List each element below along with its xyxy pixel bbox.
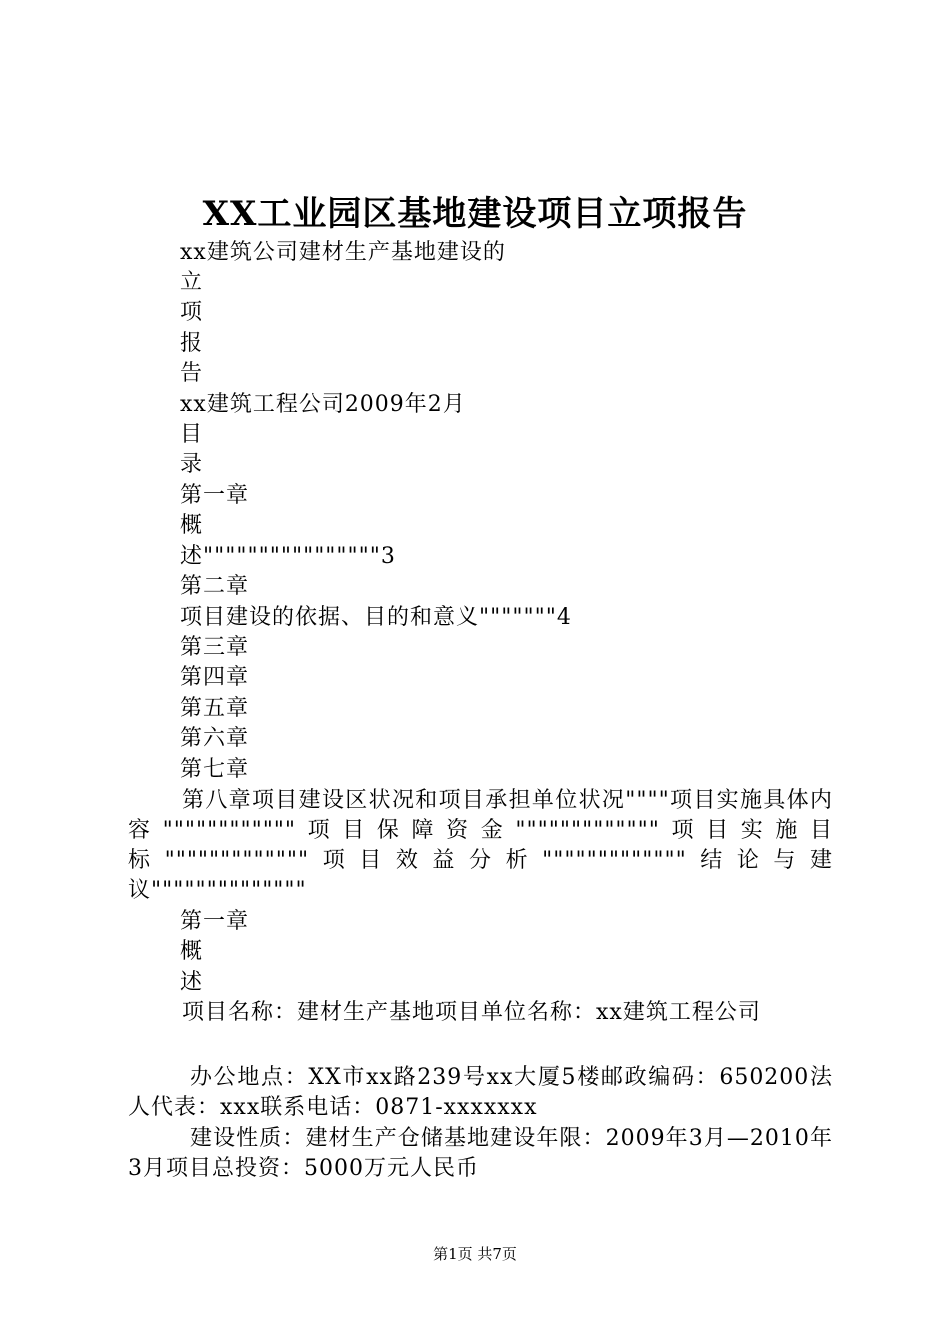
company-date-line: xx建筑工程公司2009年2月 [180,392,466,417]
chapter-heading: 概 [180,939,204,964]
cover-line: 报 [180,331,204,356]
project-name-line: 项目名称：建材生产基地项目单位名称：xx建筑工程公司 [182,1000,761,1025]
toc-heading: 目 [180,422,204,447]
toc-heading: 录 [180,452,204,477]
cover-line: 立 [180,270,204,295]
toc-item: 概 [180,513,204,538]
chapter-heading: 述 [180,970,204,995]
toc-item: 第三章 [180,635,250,660]
cover-line: xx建筑公司建材生产基地建设的 [180,240,506,265]
toc-item: 第二章 [180,574,250,599]
cover-line: 项 [180,300,204,325]
toc-item: 项目建设的依据、目的和意义"""""""4 [180,605,572,630]
document-title: XX工业园区基地建设项目立项报告 [202,194,748,234]
toc-item: 第七章 [180,757,250,782]
toc-item: 第四章 [180,665,250,690]
toc-paragraph: 第八章项目建设区状况和项目承担单位状况""""项目实施具体内容""""""""""""项目保障资金"""""""""""""项目实施目标"""""""""""""项目效益分析"""""""""""""结论与建议"""""""""""""" [128,788,833,903]
nature-paragraph: 建设性质：建材生产仓储基地建设年限：2009年3月—2010年3月项目总投资：5000万元人民币 [128,1126,833,1181]
chapter-heading: 第一章 [180,909,250,934]
toc-item: 第六章 [180,726,250,751]
toc-item: 第一章 [180,483,250,508]
cover-line: 告 [180,361,204,386]
page-footer: 第1页 共7页 [433,1245,517,1263]
toc-item: 述""""""""""""""""3 [180,544,396,569]
office-paragraph: 办公地点：XX市xx路239号xx大厦5楼邮政编码：650200法人代表：xxx联系电话：0871-xxxxxxx [128,1065,833,1120]
toc-item: 第五章 [180,696,250,721]
